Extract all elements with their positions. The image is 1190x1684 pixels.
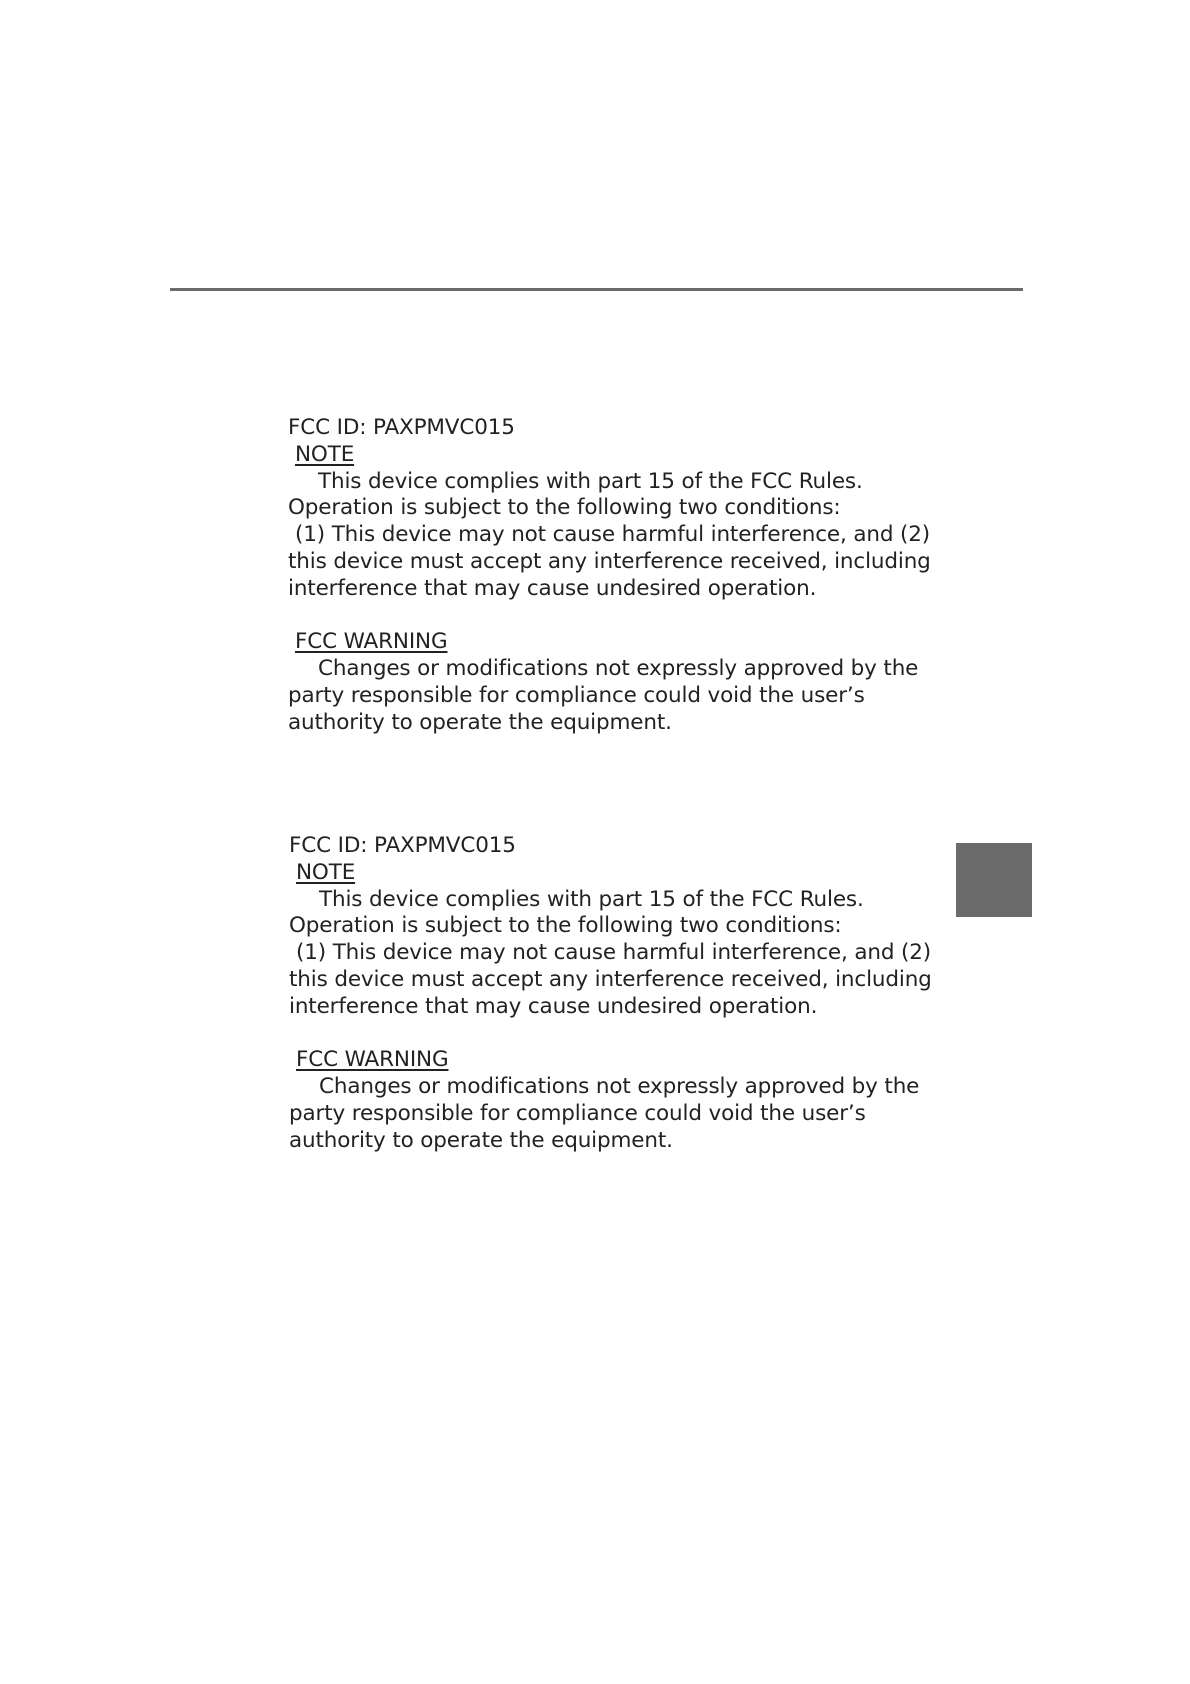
- note-line: this device must accept any interference received, including: [289, 966, 932, 992]
- warning-line: Changes or modifications not expressly approved by the: [319, 1074, 920, 1100]
- note-line: interference that may cause undesired operation.: [288, 575, 817, 601]
- note-line: This device complies with part 15 of the FCC Rules.: [318, 468, 863, 494]
- note-line: (1) This device may not cause harmful interference, and (2): [295, 522, 931, 548]
- note-line: This device complies with part 15 of the FCC Rules.: [319, 886, 864, 912]
- note-line: Operation is subject to the following two conditions:: [289, 913, 842, 939]
- fcc-notice-block-1: [288, 415, 931, 737]
- note-heading: NOTE: [296, 859, 356, 885]
- chapter-tab-marker: [956, 843, 1032, 917]
- warning-line: party responsible for compliance could void the user’s: [289, 1100, 866, 1126]
- fcc-id-label: FCC ID: PAXPMVC015: [289, 833, 516, 858]
- warning-line: authority to operate the equipment.: [288, 709, 672, 735]
- fcc-warning-heading: FCC WARNING: [295, 629, 448, 655]
- top-divider-rule: [170, 288, 1023, 291]
- warning-line: party responsible for compliance could void the user’s: [288, 682, 865, 708]
- warning-line: authority to operate the equipment.: [289, 1127, 673, 1153]
- fcc-warning-heading: FCC WARNING: [296, 1047, 449, 1073]
- note-line: this device must accept any interference received, including: [288, 548, 931, 574]
- note-line: interference that may cause undesired operation.: [289, 993, 818, 1019]
- fcc-notice-block-2: [289, 833, 932, 1155]
- note-line: (1) This device may not cause harmful interference, and (2): [296, 940, 932, 966]
- note-line: Operation is subject to the following two conditions:: [288, 495, 841, 521]
- note-heading: NOTE: [295, 441, 355, 467]
- warning-line: Changes or modifications not expressly approved by the: [318, 656, 919, 682]
- fcc-id-label: FCC ID: PAXPMVC015: [288, 415, 515, 440]
